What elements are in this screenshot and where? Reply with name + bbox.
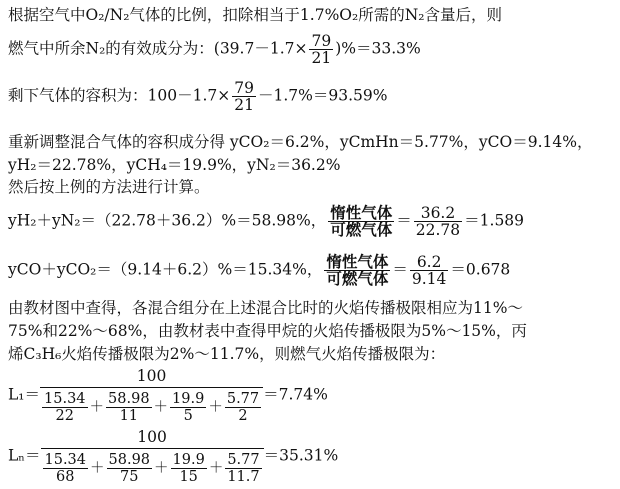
text-line-3	[8, 80, 387, 113]
term-numerator: 15.34	[44, 452, 87, 468]
formula-ln	[8, 428, 338, 485]
text-line-2	[8, 33, 421, 66]
text-line-7	[8, 205, 524, 238]
formula-ln-fraction	[41, 428, 264, 485]
plus-sign: ＋	[154, 460, 169, 477]
fraction-numerator: 79	[234, 79, 254, 97]
fraction-denominator: 9.14	[411, 270, 447, 288]
text-line-1: 根据空气中O₂/N₂气体的比例，扣除相当于1.7%O₂所需的N₂含量后，则	[8, 6, 502, 24]
formula-l1-numerator: 100	[40, 367, 263, 388]
line7-suffix: ＝1.589	[464, 211, 525, 230]
fraction-numerator: 36.2	[414, 205, 462, 222]
term-denominator: 68	[56, 469, 75, 485]
line8-suffix: ＝0.678	[450, 260, 511, 279]
formula-ln-lhs: Lₙ＝	[8, 446, 41, 465]
term-numerator: 15.34	[44, 391, 86, 407]
term-numerator: 19.9	[172, 391, 205, 407]
term-fraction	[225, 452, 261, 485]
ratio-numerator: 惰性气体	[326, 252, 389, 271]
formula-l1-fraction	[40, 367, 263, 424]
fraction-denominator: 21	[234, 96, 254, 114]
term-numerator: 58.98	[108, 391, 150, 407]
text-line-11: 烯C₃H₆火焰传播极限为2%～11.7%，则燃气火焰传播极限为：	[8, 345, 446, 363]
term-denominator: 22	[55, 408, 74, 424]
ratio-inert-combustible	[324, 254, 390, 287]
equals-sign: ＝	[396, 211, 412, 230]
term-fraction	[42, 391, 88, 424]
term-fraction	[170, 391, 206, 424]
formula-ln-denominator	[41, 449, 264, 485]
fraction-79-21	[232, 80, 256, 113]
text-line-8	[8, 254, 510, 287]
formula-l1-result: ＝7.74%	[263, 385, 328, 404]
term-fraction	[107, 452, 153, 485]
plus-sign: ＋	[208, 399, 223, 416]
formula-l1	[8, 367, 328, 424]
fraction-36.2-22.78	[414, 205, 462, 238]
formula-ln-result: ＝35.31%	[263, 446, 339, 465]
text-line-5: yH₂＝22.78%，yCH₄＝19.9%，yN₂＝36.2%	[8, 156, 341, 174]
formula-l1-lhs: L₁＝	[8, 385, 41, 404]
term-numerator: 5.77	[226, 391, 260, 407]
text-line-6: 然后按上例的方法进行计算。	[8, 178, 210, 196]
term-numerator: 19.9	[172, 452, 205, 468]
text-line-4: 重新调整混合气体的容积成分得 yCO₂＝6.2%，yCmHn＝5.77%，yCO＝9.14%，	[8, 133, 593, 151]
fraction-denominator: 22.78	[415, 221, 461, 239]
line7-prefix: yH₂＋yN₂＝（22.78＋36.2）%＝58.98%，	[8, 211, 327, 230]
term-denominator: 75	[120, 469, 139, 485]
term-numerator: 5.77	[227, 452, 260, 468]
line2-prefix: 燃气中所余N₂的有效成分为：(39.7－1.7×	[8, 39, 308, 58]
plus-sign: ＋	[208, 460, 224, 477]
term-denominator: 11	[119, 408, 139, 424]
plus-sign: ＋	[153, 399, 169, 416]
equals-sign: ＝	[392, 260, 408, 279]
fraction-6.2-9.14	[410, 254, 449, 287]
fraction-denominator: 21	[311, 49, 332, 67]
term-fraction	[43, 452, 89, 485]
plus-sign: ＋	[89, 399, 105, 416]
term-numerator: 58.98	[108, 452, 151, 468]
term-denominator: 15	[179, 469, 198, 485]
text-line-10: 75%和22%～68%，由教材表中查得甲烷的火焰传播极限为5%～15%，丙	[8, 322, 527, 340]
term-fraction	[225, 391, 261, 424]
line3-suffix: －1.7%＝93.59%	[257, 86, 388, 105]
term-fraction	[106, 391, 152, 424]
term-fraction	[171, 452, 207, 485]
line2-suffix: )%＝33.3%	[335, 39, 421, 58]
ratio-numerator: 惰性气体	[330, 203, 393, 222]
fraction-numerator: 79	[311, 32, 332, 50]
fraction-numerator: 6.2	[410, 254, 449, 271]
term-denominator: 11.7	[227, 469, 260, 485]
line3-prefix: 剩下气体的容积为：100－1.7×	[8, 86, 231, 105]
plus-sign: ＋	[90, 460, 105, 477]
ratio-denominator: 可燃气体	[330, 220, 393, 239]
term-denominator: 2	[238, 408, 248, 424]
formula-l1-denominator	[40, 388, 263, 424]
ratio-denominator: 可燃气体	[326, 269, 389, 288]
fraction-79-21	[309, 33, 333, 66]
line8-prefix: yCO＋yCO₂＝（9.14＋6.2）%＝15.34%，	[8, 260, 323, 279]
formula-ln-numerator: 100	[41, 428, 264, 449]
term-denominator: 5	[183, 408, 193, 424]
text-line-9: 由教材图中查得，各混合组分在上述混合比时的火焰传播极限相应为11%～	[8, 299, 523, 317]
ratio-inert-combustible	[328, 205, 394, 238]
